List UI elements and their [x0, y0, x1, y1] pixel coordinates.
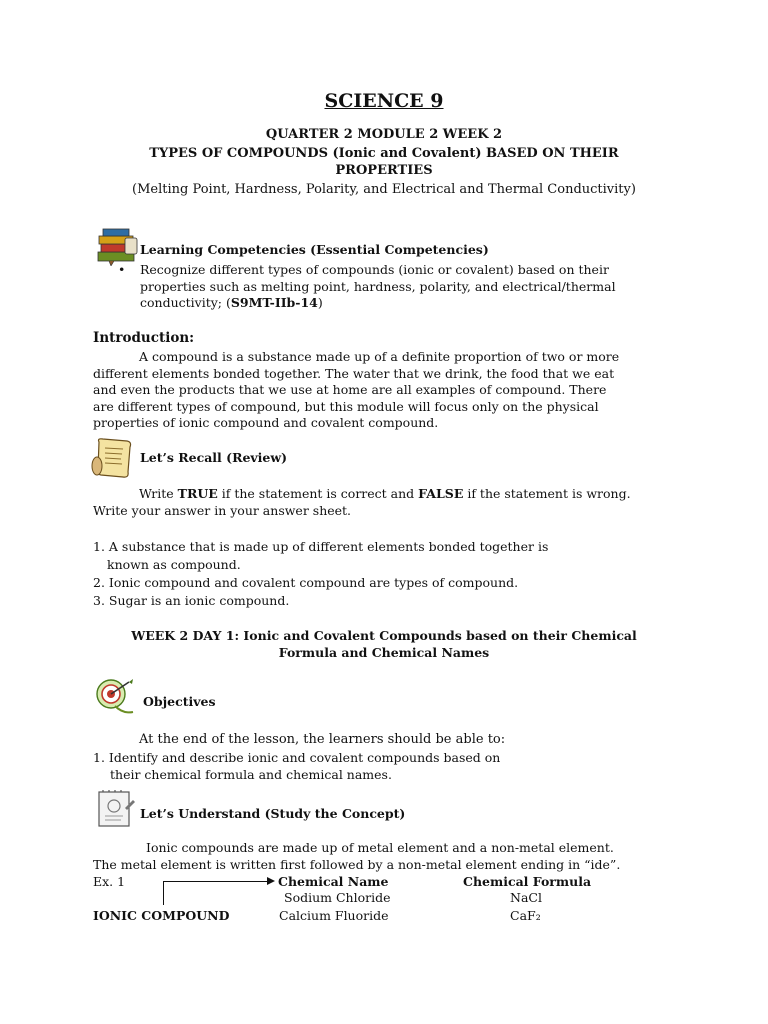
objective-item [93, 750, 693, 783]
recall-item: 1. A substance that is made up of different elements bonded together is [93, 539, 549, 554]
ionic-compound-label: IONIC COMPOUND [93, 908, 230, 923]
competency-line2: properties such as melting point, hardness, polarity, and electrical/thermal [140, 278, 616, 294]
recall-instructions [93, 486, 693, 519]
instr-line1 [93, 486, 693, 503]
objective-line2: their chemical formula and chemical names. [110, 766, 392, 782]
objectives-heading: Objectives [143, 694, 216, 709]
instr-false: FALSE [418, 486, 464, 501]
bullet-dot: • [118, 262, 126, 277]
instr-end: if the statement is wrong. [463, 486, 631, 501]
intro-line: are different types of compound, but this module will focus only on the physical [93, 398, 599, 414]
arrow-vertical-line [163, 881, 164, 905]
intro-line: and even the products that we use at home are all examples of compound. There [93, 382, 607, 397]
compound-formula: NaCl [510, 890, 542, 905]
chemical-formula-header: Chemical Formula [463, 874, 592, 889]
instr-true: TRUE [177, 486, 218, 501]
intro-line: properties of ionic compound and covalent compound. [93, 415, 439, 430]
competency-code: S9MT-IIb-14 [230, 295, 318, 310]
competency-line1: Recognize different types of compounds (ionic or covalent) based on their [140, 262, 609, 277]
arrow-head-icon [267, 877, 275, 885]
recall-heading: Let’s Recall (Review) [140, 450, 288, 465]
week-heading-line2: Formula and Chemical Names [278, 645, 490, 660]
books-icon [95, 224, 141, 266]
topic-heading-line1: TYPES OF COMPOUNDS (Ionic and Covalent) BASED ON THEIR [149, 146, 619, 161]
competencies-heading: Learning Competencies (Essential Competencies) [140, 242, 489, 257]
recall-item: 3. Sugar is an ionic compound. [93, 593, 290, 608]
topic-heading-line2: PROPERTIES [335, 163, 433, 178]
quarter-heading: QUARTER 2 MODULE 2 WEEK 2 [265, 127, 503, 142]
properties-subheading: (Melting Point, Hardness, Polarity, and Electrical and Thermal Conductivity) [132, 182, 636, 197]
chemical-name-header: Chemical Name [278, 874, 389, 889]
compound-formula: CaF₂ [510, 908, 541, 923]
intro-line: A compound is a substance made up of a definite proportion of two or more [139, 349, 620, 364]
competency-line3 [140, 295, 700, 312]
objective-line1: 1. Identify and describe ionic and covalent compounds based on [93, 750, 501, 765]
understand-line2: The metal element is written first followed by a non-metal element ending in “ide”. [93, 856, 621, 872]
competency-bullet [140, 262, 700, 312]
week-heading-line1: WEEK 2 DAY 1: Ionic and Covalent Compounds based on their Chemical [131, 628, 637, 643]
recall-items [93, 538, 693, 610]
intro-line: different elements bonded together. The water that we drink, the food that we eat [93, 365, 615, 381]
objectives-intro: At the end of the lesson, the learners should be able to: [139, 732, 506, 747]
instr-write: Write [139, 486, 178, 501]
instr-line2: Write your answer in your answer sheet. [93, 502, 352, 518]
arrow-horizontal-line [163, 881, 267, 882]
understand-line1: Ionic compounds are made up of metal element and a non-metal element. [146, 840, 614, 855]
recall-item: known as compound. [107, 557, 241, 572]
notepad-icon [95, 788, 137, 830]
compound-name: Sodium Chloride [284, 890, 391, 905]
understand-heading: Let’s Understand (Study the Concept) [140, 806, 406, 821]
recall-item: 2. Ionic compound and covalent compound are types of compound. [93, 575, 519, 590]
understand-paragraph [93, 840, 713, 873]
scroll-icon [91, 436, 137, 480]
page-title: SCIENCE 9 [324, 90, 444, 112]
competency-line3-close: ) [317, 295, 323, 310]
competency-line3-text: conductivity; ( [140, 295, 231, 310]
introduction-paragraph [93, 349, 683, 432]
compound-name: Calcium Fluoride [279, 908, 389, 923]
instr-mid: if the statement is correct and [217, 486, 419, 501]
target-icon [93, 676, 139, 718]
example-label: Ex. 1 [93, 874, 126, 889]
introduction-heading: Introduction: [93, 330, 195, 346]
